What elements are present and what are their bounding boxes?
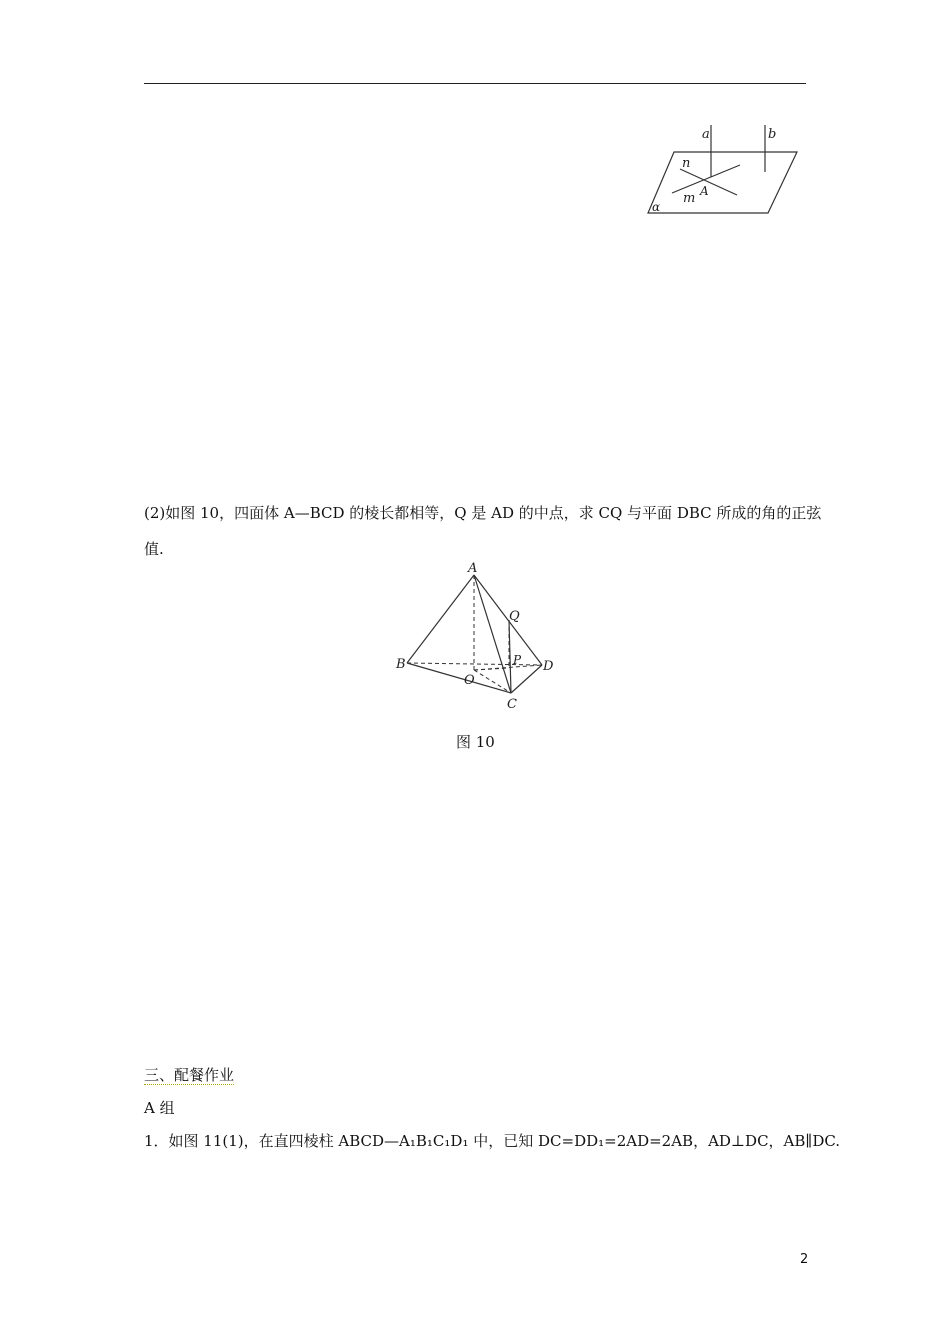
header-rule bbox=[144, 83, 806, 84]
label-B: B bbox=[396, 657, 406, 672]
section-3-title-text: 三、配餐作业 bbox=[144, 1066, 235, 1084]
problem-2-line-1: (2)如图 10，四面体 A—BCD 的棱长都相等，Q 是 AD 的中点，求 CQ 与平面 DBC 所成的角的正弦 bbox=[144, 504, 822, 522]
plane-alpha bbox=[648, 152, 797, 213]
figure-10-caption: 图 10 bbox=[456, 733, 495, 751]
label-m: m bbox=[683, 191, 696, 206]
label-alpha: α bbox=[652, 200, 661, 214]
problem-2-line-2: 值. bbox=[144, 540, 164, 558]
label-O: O bbox=[464, 673, 475, 688]
label-D: D bbox=[543, 659, 554, 674]
label-Q: Q bbox=[509, 609, 520, 624]
label-n: n bbox=[682, 156, 691, 171]
page-number: 2 bbox=[800, 1252, 809, 1267]
plane-figure bbox=[640, 120, 808, 220]
exercise-1: 1．如图 11(1)，在直四棱柱 ABCD—A₁B₁C₁D₁ 中，已知 DC=DD₁=2AD=2AB，AD⊥DC，AB∥DC. bbox=[144, 1132, 841, 1150]
label-P: P bbox=[513, 653, 522, 667]
label-C: C bbox=[507, 697, 517, 712]
label-A: A bbox=[468, 561, 478, 576]
group-a-label: A 组 bbox=[144, 1099, 175, 1117]
label-b: b bbox=[768, 127, 777, 142]
label-a: a bbox=[702, 127, 710, 142]
tetrahedron-figure bbox=[390, 560, 560, 715]
section-3-title bbox=[144, 1064, 234, 1086]
label-A: A bbox=[700, 184, 709, 198]
